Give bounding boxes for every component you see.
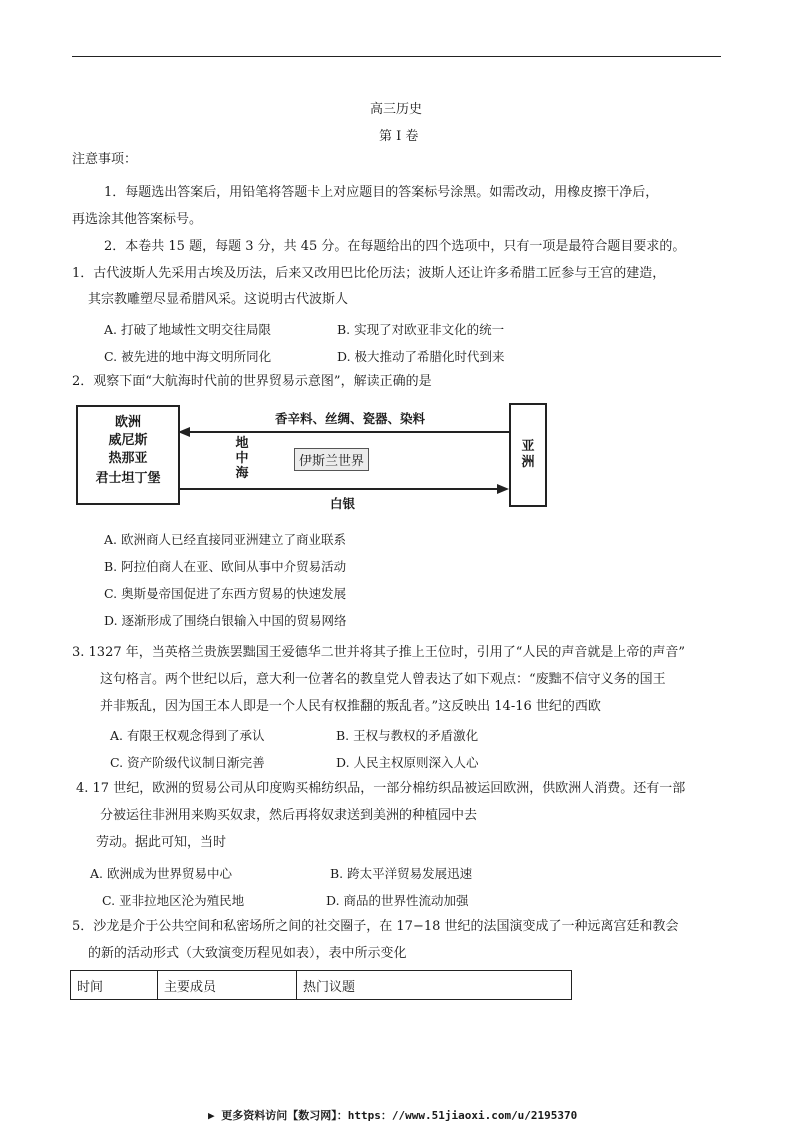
col-header-time: 时间 [71, 971, 158, 1000]
asia-label-2: 洲 [521, 455, 535, 470]
q1-option-a[interactable]: A. 打破了地域性文明交往局限 [104, 322, 271, 337]
bottom-arrow-label: 白银 [330, 496, 356, 511]
islamic-world-label: 伊斯兰世界 [294, 448, 369, 471]
venice-label: 威尼斯 [108, 433, 148, 448]
q2-option-a[interactable]: A. 欧洲商人已经直接同亚洲建立了商业联系 [104, 532, 346, 547]
q2-option-d[interactable]: D. 逐渐形成了围绕白银输入中国的贸易网络 [104, 613, 347, 628]
q2-option-c[interactable]: C. 奥斯曼帝国促进了东西方贸易的快速发展 [104, 586, 347, 601]
q1-option-d[interactable]: D. 极大推动了希腊化时代到来 [337, 349, 505, 364]
q4-option-d[interactable]: D. 商品的世界性流动加强 [326, 893, 469, 908]
q3-option-d[interactable]: D. 人民主权原则深入人心 [336, 755, 479, 770]
q1-stem-line-1: 1．古代波斯人先采用古埃及历法，后来又改用巴比伦历法；波斯人还让许多希腊工匠参与王宫的建造， [72, 266, 666, 281]
bottom-arrow-head [497, 484, 509, 494]
notice-heading: 注意事项： [72, 152, 138, 167]
q1-option-c[interactable]: C. 被先进的地中海文明所同化 [104, 349, 272, 364]
q5-stem-line-2: 的新的活动形式（大致演变历程见如表），表中所示变化 [88, 946, 407, 961]
q4-stem-line-1: 4. 17 世纪，欧洲的贸易公司从印度购买棉纺织品，一部分棉纺织品被运回欧洲，供欧洲人消费。还有一部 [76, 781, 686, 796]
q4-stem-line-2: 分被运往非洲用来购买奴隶，然后再将奴隶送到美洲的种植园中去 [100, 808, 478, 823]
q4-stem-line-3: 劳动。据此可知，当时 [96, 835, 227, 850]
q2-stem: 2．观察下面“大航海时代前的世界贸易示意图”，解读正确的是 [72, 374, 432, 389]
q4-option-b[interactable]: B. 跨太平洋贸易发展迅速 [330, 866, 473, 881]
salon-table [70, 970, 572, 1000]
notice-line-3: 2．本卷共 15 题，每题 3 分，共 45 分。在每题给出的四个选项中，只有一项是最符合题目要求的。 [104, 239, 686, 254]
med-char-3: 海 [235, 466, 249, 481]
q3-stem-line-3: 并非叛乱，因为国王本人即是一个人民有权推翻的叛乱者。”这反映出 14-16 世纪的西欧 [100, 699, 601, 714]
q3-option-b[interactable]: B. 王权与教权的矛盾激化 [336, 728, 479, 743]
med-char-1: 地 [235, 436, 249, 451]
col-header-members: 主要成员 [158, 971, 297, 1000]
top-arrow-label: 香辛料、丝绸、瓷器、染料 [275, 411, 426, 426]
top-arrow-head [178, 427, 190, 437]
notice-line-2: 再选涂其他答案标号。 [72, 212, 203, 227]
constantinople-label: 君士坦丁堡 [95, 471, 161, 486]
exam-title: 高三历史 [370, 102, 423, 117]
q1-stem-line-2: 其宗教雕塑尽显希腊风采。这说明古代波斯人 [88, 292, 349, 307]
mediterranean-label [234, 436, 250, 481]
section-title: 第 I 卷 [379, 129, 419, 144]
table-header-row [71, 971, 572, 1000]
trade-diagram [76, 398, 562, 518]
q4-option-c[interactable]: C. 亚非拉地区沦为殖民地 [102, 893, 245, 908]
asia-label-1: 亚 [521, 439, 535, 454]
q4-option-a[interactable]: A. 欧洲成为世界贸易中心 [90, 866, 232, 881]
q3-option-c[interactable]: C. 资产阶级代议制日渐完善 [110, 755, 265, 770]
q1-option-b[interactable]: B. 实现了对欧亚非文化的统一 [337, 322, 505, 337]
genoa-label: 热那亚 [108, 451, 148, 466]
q3-stem-line-2: 这句格言。两个世纪以后，意大利一位著名的教皇党人曾表达了如下观点：“废黜不信守义务的国王 [100, 672, 666, 687]
footer-link[interactable]: ▶ 更多资料访问【数习网】：https：//www.51jiaoxi.com/u/2195370 [208, 1109, 578, 1122]
notice-line-1: 1．每题选出答案后，用铅笔将答题卡上对应题目的答案标号涂黑。如需改动，用橡皮擦干净后， [104, 185, 659, 200]
q2-option-b[interactable]: B. 阿拉伯商人在亚、欧间从事中介贸易活动 [104, 559, 347, 574]
q3-stem-line-1: 3. 1327 年，当英格兰贵族罢黜国王爱德华二世并将其子推上王位时，引用了“人民的声音就是上帝的声音” [72, 645, 686, 660]
top-rule [72, 56, 721, 57]
europe-label: 欧洲 [114, 415, 141, 430]
col-header-topics: 热门议题 [297, 971, 572, 1000]
q5-stem-line-1: 5．沙龙是介于公共空间和私密场所之间的社交圈子，在 17−18 世纪的法国演变成了一种远离宫廷和教会 [72, 919, 679, 934]
med-char-2: 中 [235, 451, 249, 466]
q3-option-a[interactable]: A. 有限王权观念得到了承认 [110, 728, 265, 743]
